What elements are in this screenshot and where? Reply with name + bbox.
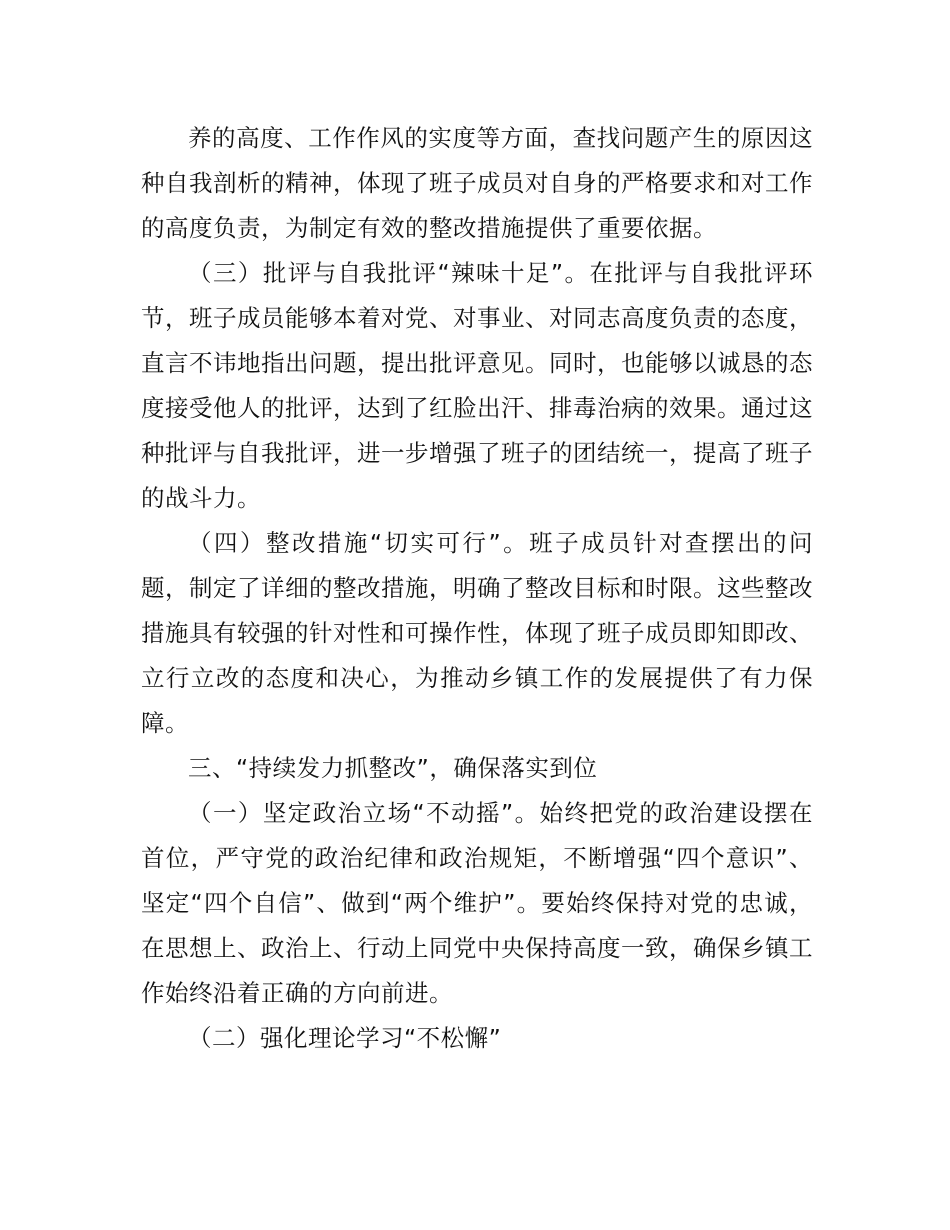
section-heading-three: 三、“持续发力抓整改”，确保落实到位 [188, 754, 598, 782]
paragraph-theory-study: （二）强化理论学习“不松懈” [188, 1024, 502, 1052]
document-body [141, 116, 813, 1061]
paragraph-criticism: （三）批评与自我批评“辣味十足”。在批评与自我批评环节，班子成员能够本着对党、对事业、对同志高度负责的态度，直言不讳地指出问题，提出批评意见。同时，也能够以诚恳的态度接受他人的批评，达到了红脸出汗、排毒治病的效果。通过这种批评与自我批评，进一步增强了班子的团结统一，提高了班子的战斗力。 [141, 259, 813, 512]
paragraph-reflection-continued: 养的高度、工作作风的实度等方面，查找问题产生的原因这种自我剖析的精神，体现了班子成员对自身的严格要求和对工作的高度负责，为制定有效的整改措施提供了重要依据。 [141, 124, 813, 242]
paragraph-rectification-measures: （四）整改措施“切实可行”。班子成员针对查摆出的问题，制定了详细的整改措施，明确了整改目标和时限。这些整改措施具有较强的针对性和可操作性，体现了班子成员即知即改、立行立改的态度和决心，为推动乡镇工作的发展提供了有力保障。 [141, 529, 813, 737]
paragraph-political-stance: （一）坚定政治立场“不动摇”。始终把党的政治建设摆在首位，严守党的政治纪律和政治规矩，不断增强“四个意识”、坚定“四个自信”、做到“两个维护”。要始终保持对党的忠诚，在思想上、政治上、行动上同党中央保持高度一致，确保乡镇工作始终沿着正确的方向前进。 [141, 799, 813, 1007]
